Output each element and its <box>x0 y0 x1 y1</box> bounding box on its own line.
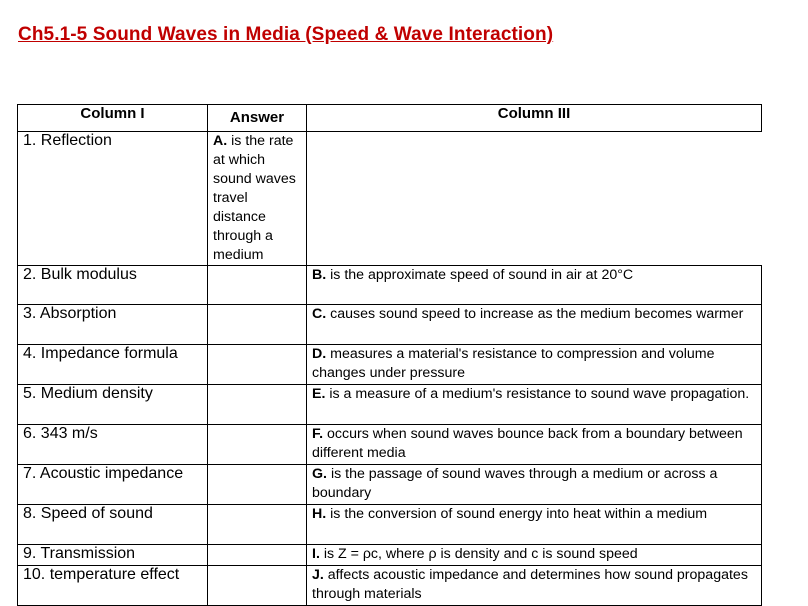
table-row <box>18 425 762 465</box>
definition-text: is a measure of a medium's resistance to sound wave propagation. <box>329 386 750 402</box>
table-row <box>18 545 762 566</box>
answer-cell[interactable] <box>208 425 307 465</box>
definition-letter: J. <box>312 567 324 583</box>
definition-letter: A. <box>213 133 228 149</box>
definition-letter: E. <box>312 386 326 402</box>
column-iii-definition <box>307 566 762 606</box>
column-iii-definition <box>307 505 762 545</box>
definition-text: is the rate at which sound waves travel distance through a medium <box>213 133 296 263</box>
definition-letter: G. <box>312 466 327 482</box>
table-row <box>18 465 762 505</box>
answer-cell[interactable] <box>208 305 307 345</box>
table-row <box>18 385 762 425</box>
definition-text: is Z = ρc, where ρ is density and c is sound speed <box>323 546 638 562</box>
definition-text: affects acoustic impedance and determines how sound propagates through materials <box>312 567 748 602</box>
column-i-term: 5. Medium density <box>18 385 208 425</box>
table-row <box>18 305 762 345</box>
column-iii-definition <box>307 305 762 345</box>
answer-cell[interactable] <box>208 385 307 425</box>
definition-text: is the approximate speed of sound in air at 20°C <box>330 267 634 283</box>
definition-letter: D. <box>312 346 327 362</box>
answer-cell[interactable] <box>208 266 307 305</box>
column-iii-definition <box>307 266 762 305</box>
column-iii-definition <box>208 132 307 266</box>
column-i-term: 3. Absorption <box>18 305 208 345</box>
header-row <box>18 105 762 132</box>
definition-letter: C. <box>312 306 327 322</box>
matching-table <box>17 104 762 606</box>
column-i-term: 9. Transmission <box>18 545 208 566</box>
definition-text: measures a material's resistance to compression and volume changes under pressure <box>312 346 715 381</box>
column-i-term: 4. Impedance formula <box>18 345 208 385</box>
header-answer: Answer <box>208 105 307 132</box>
column-iii-definition <box>307 545 762 566</box>
answer-cell[interactable] <box>208 505 307 545</box>
answer-cell[interactable] <box>208 465 307 505</box>
header-column-iii: Column III <box>307 105 762 132</box>
column-i-term: 1. Reflection <box>18 132 208 266</box>
column-iii-definition <box>307 465 762 505</box>
column-i-term: 6. 343 m/s <box>18 425 208 465</box>
definition-text: occurs when sound waves bounce back from a boundary between different media <box>312 426 743 461</box>
page-title: Ch5.1-5 Sound Waves in Media (Speed & Wave Interaction) <box>18 24 554 45</box>
column-iii-definition <box>307 385 762 425</box>
definition-letter: B. <box>312 267 327 283</box>
table-row <box>18 505 762 545</box>
column-i-term: 2. Bulk modulus <box>18 266 208 305</box>
column-iii-definition <box>307 425 762 465</box>
column-iii-definition <box>307 345 762 385</box>
definition-letter: I. <box>312 546 320 562</box>
table-row <box>18 132 762 266</box>
table-row <box>18 266 762 305</box>
column-i-term: 10. temperature effect <box>18 566 208 606</box>
column-i-term: 7. Acoustic impedance <box>18 465 208 505</box>
definition-text: causes sound speed to increase as the medium becomes warmer <box>330 306 744 322</box>
answer-cell[interactable] <box>208 545 307 566</box>
table-row <box>18 345 762 385</box>
definition-letter: F. <box>312 426 324 442</box>
header-column-i: Column I <box>18 105 208 132</box>
definition-text: is the passage of sound waves through a medium or across a boundary <box>312 466 718 501</box>
table-row <box>18 566 762 606</box>
column-i-term: 8. Speed of sound <box>18 505 208 545</box>
answer-cell[interactable] <box>208 345 307 385</box>
definition-letter: H. <box>312 506 327 522</box>
answer-cell[interactable] <box>208 566 307 606</box>
definition-text: is the conversion of sound energy into heat within a medium <box>330 506 708 522</box>
